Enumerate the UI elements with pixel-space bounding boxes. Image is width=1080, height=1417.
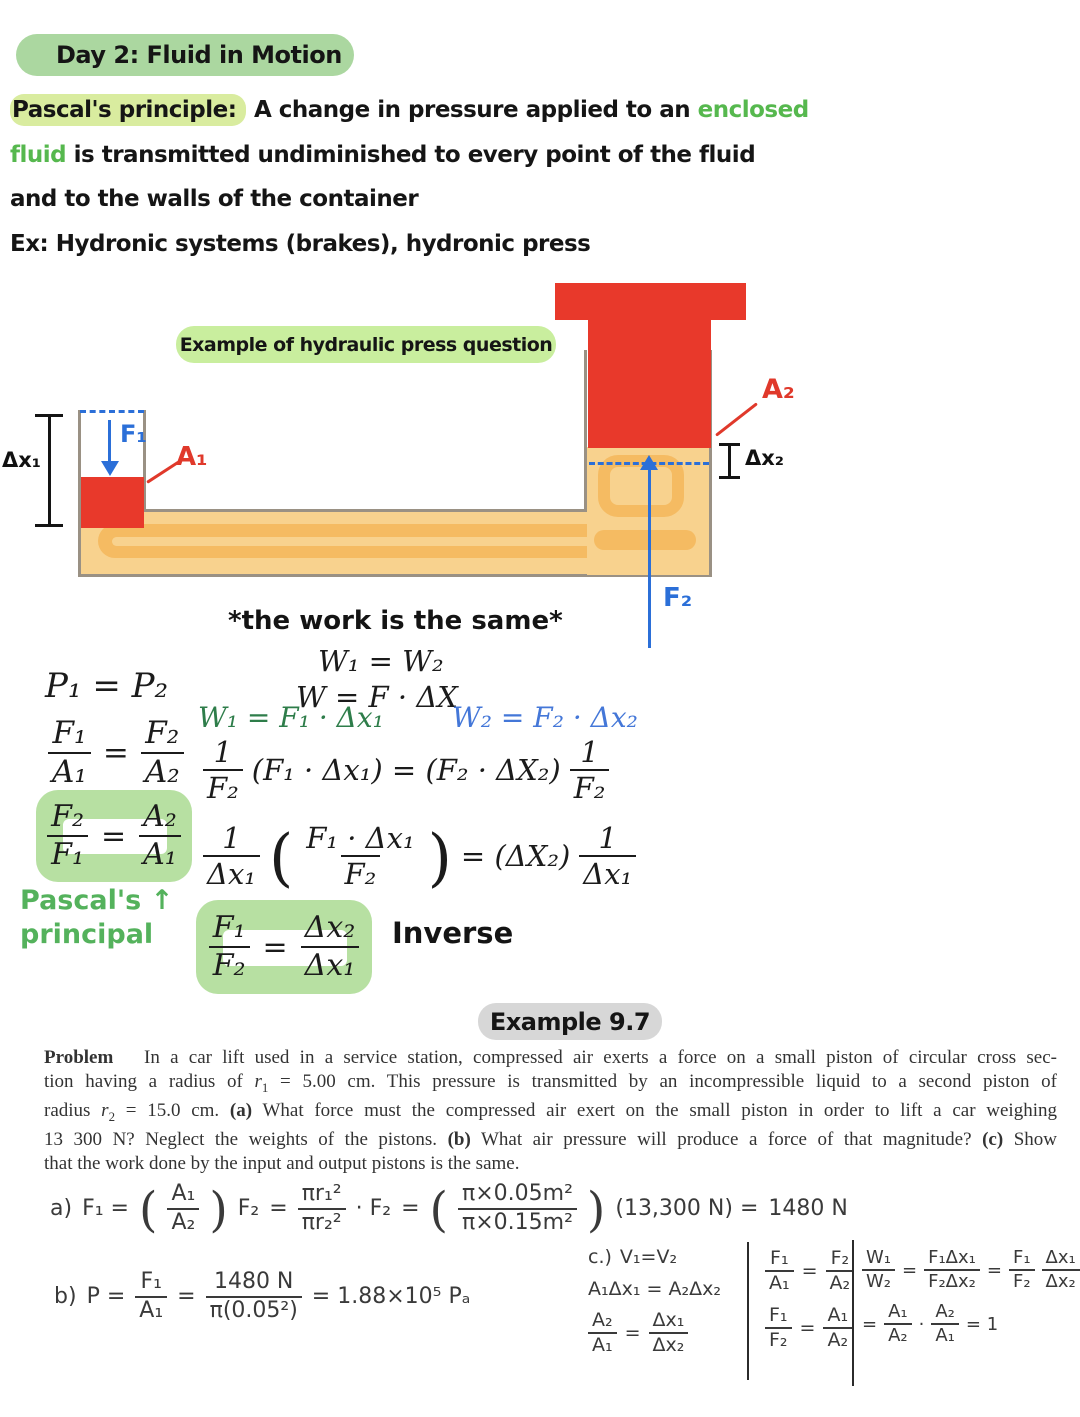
- part-a-result: 1480 N: [768, 1196, 848, 1222]
- intro-line2-text: is transmitted undiminished to every point of the fluid: [73, 141, 756, 168]
- problem-line-2: [44, 1070, 1057, 1099]
- fraction-f1-f2: [209, 911, 250, 982]
- diagram-caption-highlight: [176, 326, 556, 363]
- dx1-bracket-top-tick: [35, 414, 63, 417]
- fraction-dx1-dx2: [1042, 1248, 1080, 1292]
- eq-divide-by-dx1: $\frac{1}{\text{Δx₁}}$ ( $\frac{\text{F₁ · Δx₁}}{\text{F₂}}$ ) = (ΔX₂) $\frac{1}{\text{Δx₁}}$: [203, 822, 636, 891]
- f1-arrow-head: [101, 461, 119, 476]
- c-pressure-ratio: [765, 1248, 854, 1295]
- fraction-a1-a2: [884, 1302, 912, 1346]
- fraction-a1-a2: [167, 1182, 199, 1235]
- fraction-denominator: A₂: [167, 1208, 199, 1236]
- fraction-numerator: Δx₂: [304, 910, 356, 946]
- part-b-label: b): [54, 1284, 77, 1310]
- dx2-bracket-top-tick: [719, 443, 740, 446]
- part-b-tag: (b): [447, 1129, 471, 1151]
- c-volume-equality: [588, 1246, 721, 1268]
- example-heading: Example 9.7: [489, 1007, 651, 1036]
- fraction-w1-w2: [862, 1248, 895, 1292]
- problem-label: Problem: [44, 1047, 114, 1068]
- eq-w1-expanded: W₁ = F₁ · Δx₁: [198, 701, 384, 734]
- problem-text: = 15.0 cm.: [115, 1099, 230, 1121]
- c-area-displacement: A₁Δx₁ = A₂Δx₂: [588, 1278, 721, 1300]
- fraction-denominator: Δx₁: [301, 946, 360, 983]
- intro-line1-text: A change in pressure applied to an: [253, 97, 691, 123]
- problem-text: In a car lift used in a service station, compressed air exerts a force on a small piston of circular cross sec-: [144, 1047, 1057, 1068]
- fraction-numerator: 1: [213, 735, 233, 769]
- equals-sign: =: [902, 1259, 918, 1281]
- fraction-numerator: F₂: [51, 799, 84, 835]
- equals-sign: =: [262, 929, 288, 965]
- fraction-denominator: W₂: [862, 1269, 895, 1292]
- fraction-denominator: F₂Δx₂: [924, 1269, 980, 1292]
- fraction-f1-a1: [765, 1248, 794, 1295]
- solution-part-c-col3: [862, 1248, 1080, 1357]
- intro-line-1: [10, 88, 809, 133]
- fraction-1-f2: [570, 736, 610, 805]
- small-piston: [81, 477, 144, 528]
- fraction-numerator: A₂: [143, 799, 177, 835]
- left-piston-start-dashed-line: [80, 410, 144, 413]
- eq-work-definition: W = F · ΔX: [296, 680, 458, 714]
- problem-text: What air pressure will produce a force of that magnitude?: [470, 1129, 983, 1151]
- solution-part-c-col1: [588, 1246, 721, 1367]
- dx1-bracket-line: [48, 415, 51, 527]
- problem-line-3: [44, 1099, 1057, 1128]
- equals-sign: =: [101, 818, 127, 854]
- fraction-f1-a1: [135, 1270, 167, 1323]
- dot-f2-term: · F₂: [355, 1196, 392, 1222]
- up-arrow-icon: ↑: [150, 885, 174, 916]
- radius-subscript: 2: [108, 1108, 116, 1124]
- fraction-numerator: F₁: [1012, 1247, 1031, 1268]
- eq-p1-equals-p2: P₁ = P₂: [45, 666, 169, 706]
- fraction-denominator: Δx₂: [1042, 1269, 1080, 1292]
- equals-sign: =: [401, 1196, 420, 1222]
- fraction-denominator: A₁: [588, 1332, 617, 1356]
- fraction-denominator: Δx₂: [649, 1332, 689, 1356]
- fraction-denominator: F₂: [341, 855, 381, 890]
- dx2-bracket-line: [728, 444, 731, 479]
- pascals-note-line1: [20, 884, 173, 918]
- fraction-f1dx1-f2dx2: [924, 1248, 980, 1292]
- fraction-denominator: A₁: [931, 1323, 959, 1346]
- fraction-denominator: F₂: [765, 1327, 792, 1351]
- fraction-f2-f1: [47, 800, 88, 871]
- problem-line-5: that the work done by the input and output pistons is the same.: [44, 1152, 520, 1174]
- fraction-denominator: A₂: [826, 1270, 855, 1294]
- problem-statement: [44, 1046, 1057, 1176]
- solution-a-lead: F₁ =: [82, 1196, 129, 1222]
- enclosed-word: enclosed: [697, 97, 809, 123]
- fraction-1-dx1: [203, 822, 260, 891]
- part-c-label: c.): [588, 1246, 612, 1268]
- fraction-numerator: 1: [598, 821, 617, 855]
- equals-sign: =: [986, 1259, 1002, 1281]
- fraction-numerator: 1: [580, 735, 599, 769]
- fraction-numerator: A₁: [827, 1303, 849, 1326]
- f2-arrow-shaft: [648, 468, 651, 648]
- a1-area-label: A₁: [176, 442, 208, 472]
- eq-divide-by-f2: [203, 736, 609, 805]
- fraction-f2-a2: [826, 1248, 855, 1295]
- problem-text: Show: [1003, 1129, 1058, 1151]
- fraction-denominator: πr₂²: [298, 1208, 346, 1236]
- f1-force-label: F₁: [120, 420, 147, 448]
- fraction-denominator: A₁: [139, 835, 181, 872]
- fraction-numerator: A₁: [171, 1181, 196, 1206]
- fraction-denominator: F₂: [203, 769, 243, 804]
- fraction-numerator: F₁ · Δx₁: [306, 821, 415, 855]
- fraction-numerator: A₂: [592, 1309, 613, 1331]
- fraction-denominator: A₂: [884, 1323, 912, 1346]
- part-b-result: = 1.88×10⁵ Pₐ: [311, 1284, 471, 1310]
- fraction-denominator: π×0.15m²: [458, 1208, 577, 1236]
- eq-pascals-ratio: [36, 790, 192, 882]
- intro-line-4: Ex: Hydronic systems (brakes), hydronic press: [10, 230, 591, 257]
- fraction-f1-a1: [48, 716, 91, 789]
- fraction-denominator: F₂: [209, 946, 250, 983]
- fraction-denominator: π(0.05²): [206, 1296, 302, 1324]
- example-heading-highlight: [478, 1003, 662, 1040]
- intro-paragraph: [10, 88, 809, 266]
- fraction-numerator: 1480 N: [213, 1269, 294, 1294]
- inverse-note: Inverse: [392, 916, 514, 950]
- radius-symbol: r: [254, 1070, 262, 1092]
- weight-term: (13,300 N) =: [615, 1196, 759, 1222]
- fraction-dx1-dx2: [649, 1310, 689, 1357]
- eq-middle-terms: (F₁ · Δx₁) = (F₂ · ΔX₂): [251, 753, 561, 788]
- fraction-numerator: F₂: [145, 715, 180, 751]
- eq-w1-equals-w2: W₁ = W₂: [318, 644, 444, 678]
- fraction-numerator: F₂: [830, 1247, 850, 1269]
- fraction-pir1-pir2: [298, 1182, 346, 1235]
- solution-divider-1: [747, 1242, 749, 1380]
- fraction-f1-f2: [765, 1305, 792, 1352]
- part-a-label: a): [50, 1196, 73, 1222]
- dx1-bracket-bottom-tick: [35, 524, 63, 527]
- f2-term: F₂: [237, 1196, 260, 1222]
- fraction-numerator: π×0.05m²: [461, 1181, 573, 1206]
- fraction-denominator: A₁: [135, 1296, 167, 1324]
- eq-w2-expanded: W₂ = F₂ · Δx₂: [452, 701, 638, 734]
- problem-text: What force must the compressed air exert on the small piston in order to lift a car weighing: [252, 1099, 1057, 1121]
- c-force-ratio: [765, 1305, 854, 1352]
- a1-pointer-line: [146, 461, 180, 484]
- problem-text: = 5.00 cm. This pressure is transmitted by an incompressible liquid to a second piston of: [268, 1070, 1057, 1092]
- fraction-numerator: F₁: [212, 910, 246, 946]
- f2-arrow-head: [640, 455, 658, 470]
- fraction-numerator: F₁: [140, 1269, 162, 1294]
- a2-pointer-line: [715, 402, 758, 436]
- equals-sign: =: [624, 1322, 641, 1345]
- problem-line-4: [44, 1128, 1057, 1152]
- fraction-radii-values: [458, 1182, 577, 1235]
- pascals-note-text: Pascal's: [20, 885, 142, 916]
- fraction-a2-a1: [931, 1302, 959, 1346]
- fraction-dx2-dx1: [301, 911, 360, 982]
- fraction-numerator: F₁: [52, 715, 87, 751]
- dx2-bracket-bottom-tick: [719, 476, 740, 479]
- dot-sign: ·: [918, 1313, 925, 1335]
- channel-top-border: [146, 509, 587, 512]
- radius-subscript: 1: [261, 1079, 269, 1095]
- part-a-tag: (a): [229, 1099, 253, 1121]
- eq-middle-terms: = (ΔX₂): [460, 839, 571, 874]
- fraction-numerator: W₁: [866, 1247, 892, 1268]
- fraction-numerator: A₂: [935, 1301, 955, 1323]
- dx2-label: Δx₂: [745, 446, 784, 470]
- fraction-denominator: Δx₁: [579, 855, 636, 890]
- equals-sign: =: [102, 734, 129, 771]
- fraction-denominator: F₂: [570, 769, 610, 804]
- equals-sign: =: [862, 1313, 878, 1335]
- equals-sign: =: [799, 1316, 816, 1339]
- fraction-denominator: Δx₁: [203, 855, 260, 890]
- f1-arrow-shaft: [108, 420, 111, 464]
- fraction-a2-a1: [139, 800, 181, 871]
- solution-part-a: a) F₁ = ( $\frac{\text{A₁}}{\text{A₂}}$ ) F₂ = $\frac{\text{πr₁²}}{\text{πr₂²}}$ · F₂ = ( $\frac{\text{π×0.05m²}}{\text{π×0.15m²}}$ ) (13,300 N) = 1480 N: [50, 1181, 848, 1238]
- fraction-denominator: F₁: [47, 835, 88, 872]
- pascals-principal-note: [20, 884, 173, 952]
- fraction-numerator: F₁: [770, 1247, 789, 1269]
- fraction-numerator: A₁: [888, 1301, 908, 1323]
- problem-line-1: [44, 1046, 1057, 1070]
- equals-sign: =: [177, 1284, 196, 1310]
- fraction-f1-f2: [1009, 1248, 1035, 1292]
- fraction-numerator: 1: [222, 821, 241, 855]
- large-piston-column: [588, 318, 711, 448]
- dx1-label: Δx₁: [2, 448, 41, 472]
- inverse-ratio-highlight-box: [196, 900, 372, 994]
- pascals-principle-highlight-box: [36, 790, 192, 882]
- intro-line-3: and to the walls of the container: [10, 186, 419, 212]
- fluid-word: fluid: [10, 141, 67, 168]
- fraction-denominator: A₂: [141, 752, 184, 790]
- eq-pressure-ratio: [48, 716, 184, 789]
- problem-text: tion having a radius of: [44, 1070, 255, 1092]
- fraction-numerator: Δx₁: [652, 1309, 685, 1331]
- c-area-ratio: [588, 1310, 721, 1357]
- large-piston-cap: [555, 283, 746, 320]
- work-same-note: *the work is the same*: [228, 606, 563, 636]
- solution-divider-2: [852, 1240, 854, 1386]
- equals-one: = 1: [965, 1313, 999, 1335]
- page-title: Day 2: Fluid in Motion: [56, 41, 342, 69]
- radius-symbol: r: [101, 1099, 109, 1121]
- fraction-denominator: A₁: [48, 752, 91, 790]
- solution-part-b: [54, 1270, 470, 1323]
- equals-sign: =: [269, 1196, 288, 1222]
- fraction-denominator: A₁: [765, 1270, 794, 1294]
- intro-line-2: [10, 133, 809, 178]
- solution-b-lead: P =: [86, 1284, 126, 1310]
- problem-text: radius: [44, 1099, 102, 1121]
- solution-part-c-col2: [765, 1248, 854, 1361]
- fraction-a1-a2: [823, 1305, 852, 1352]
- fraction-1-dx1: [579, 822, 636, 891]
- fraction-force-area-values: [206, 1270, 302, 1323]
- fraction-f2-a2: [141, 716, 184, 789]
- fraction-denominator: F₂: [1009, 1269, 1035, 1292]
- fluid-swirl-bar: [594, 530, 696, 550]
- pascals-principle-term: Pascal's principle:: [10, 94, 246, 126]
- fraction-numerator: Δx₁: [1045, 1247, 1076, 1268]
- c-work-ratio: [862, 1248, 1080, 1292]
- fraction-denominator: A₂: [823, 1327, 852, 1351]
- fraction-numerator: F₁: [769, 1303, 788, 1326]
- c-final-identity: [862, 1302, 1080, 1346]
- page-title-highlight: [16, 34, 354, 76]
- part-c-tag: (c): [982, 1129, 1004, 1151]
- eq-inverse-ratio: [196, 900, 372, 994]
- fraction-1-f2: [203, 736, 243, 805]
- f2-force-label: F₂: [663, 583, 693, 613]
- c-volumes: V₁=V₂: [619, 1246, 678, 1268]
- diagram-caption: Example of hydraulic press question: [179, 333, 553, 356]
- pascals-note-line2: principal: [20, 919, 154, 950]
- fraction-numerator: F₁Δx₁: [928, 1247, 976, 1268]
- fraction-numerator: πr₁²: [301, 1181, 342, 1206]
- fraction-f1dx1-f2: [302, 822, 418, 891]
- a2-area-label: A₂: [762, 374, 795, 405]
- fraction-a2-a1: [588, 1310, 617, 1357]
- equals-sign: =: [801, 1260, 818, 1283]
- problem-text: 13 300 N? Neglect the weights of the pistons.: [44, 1129, 448, 1151]
